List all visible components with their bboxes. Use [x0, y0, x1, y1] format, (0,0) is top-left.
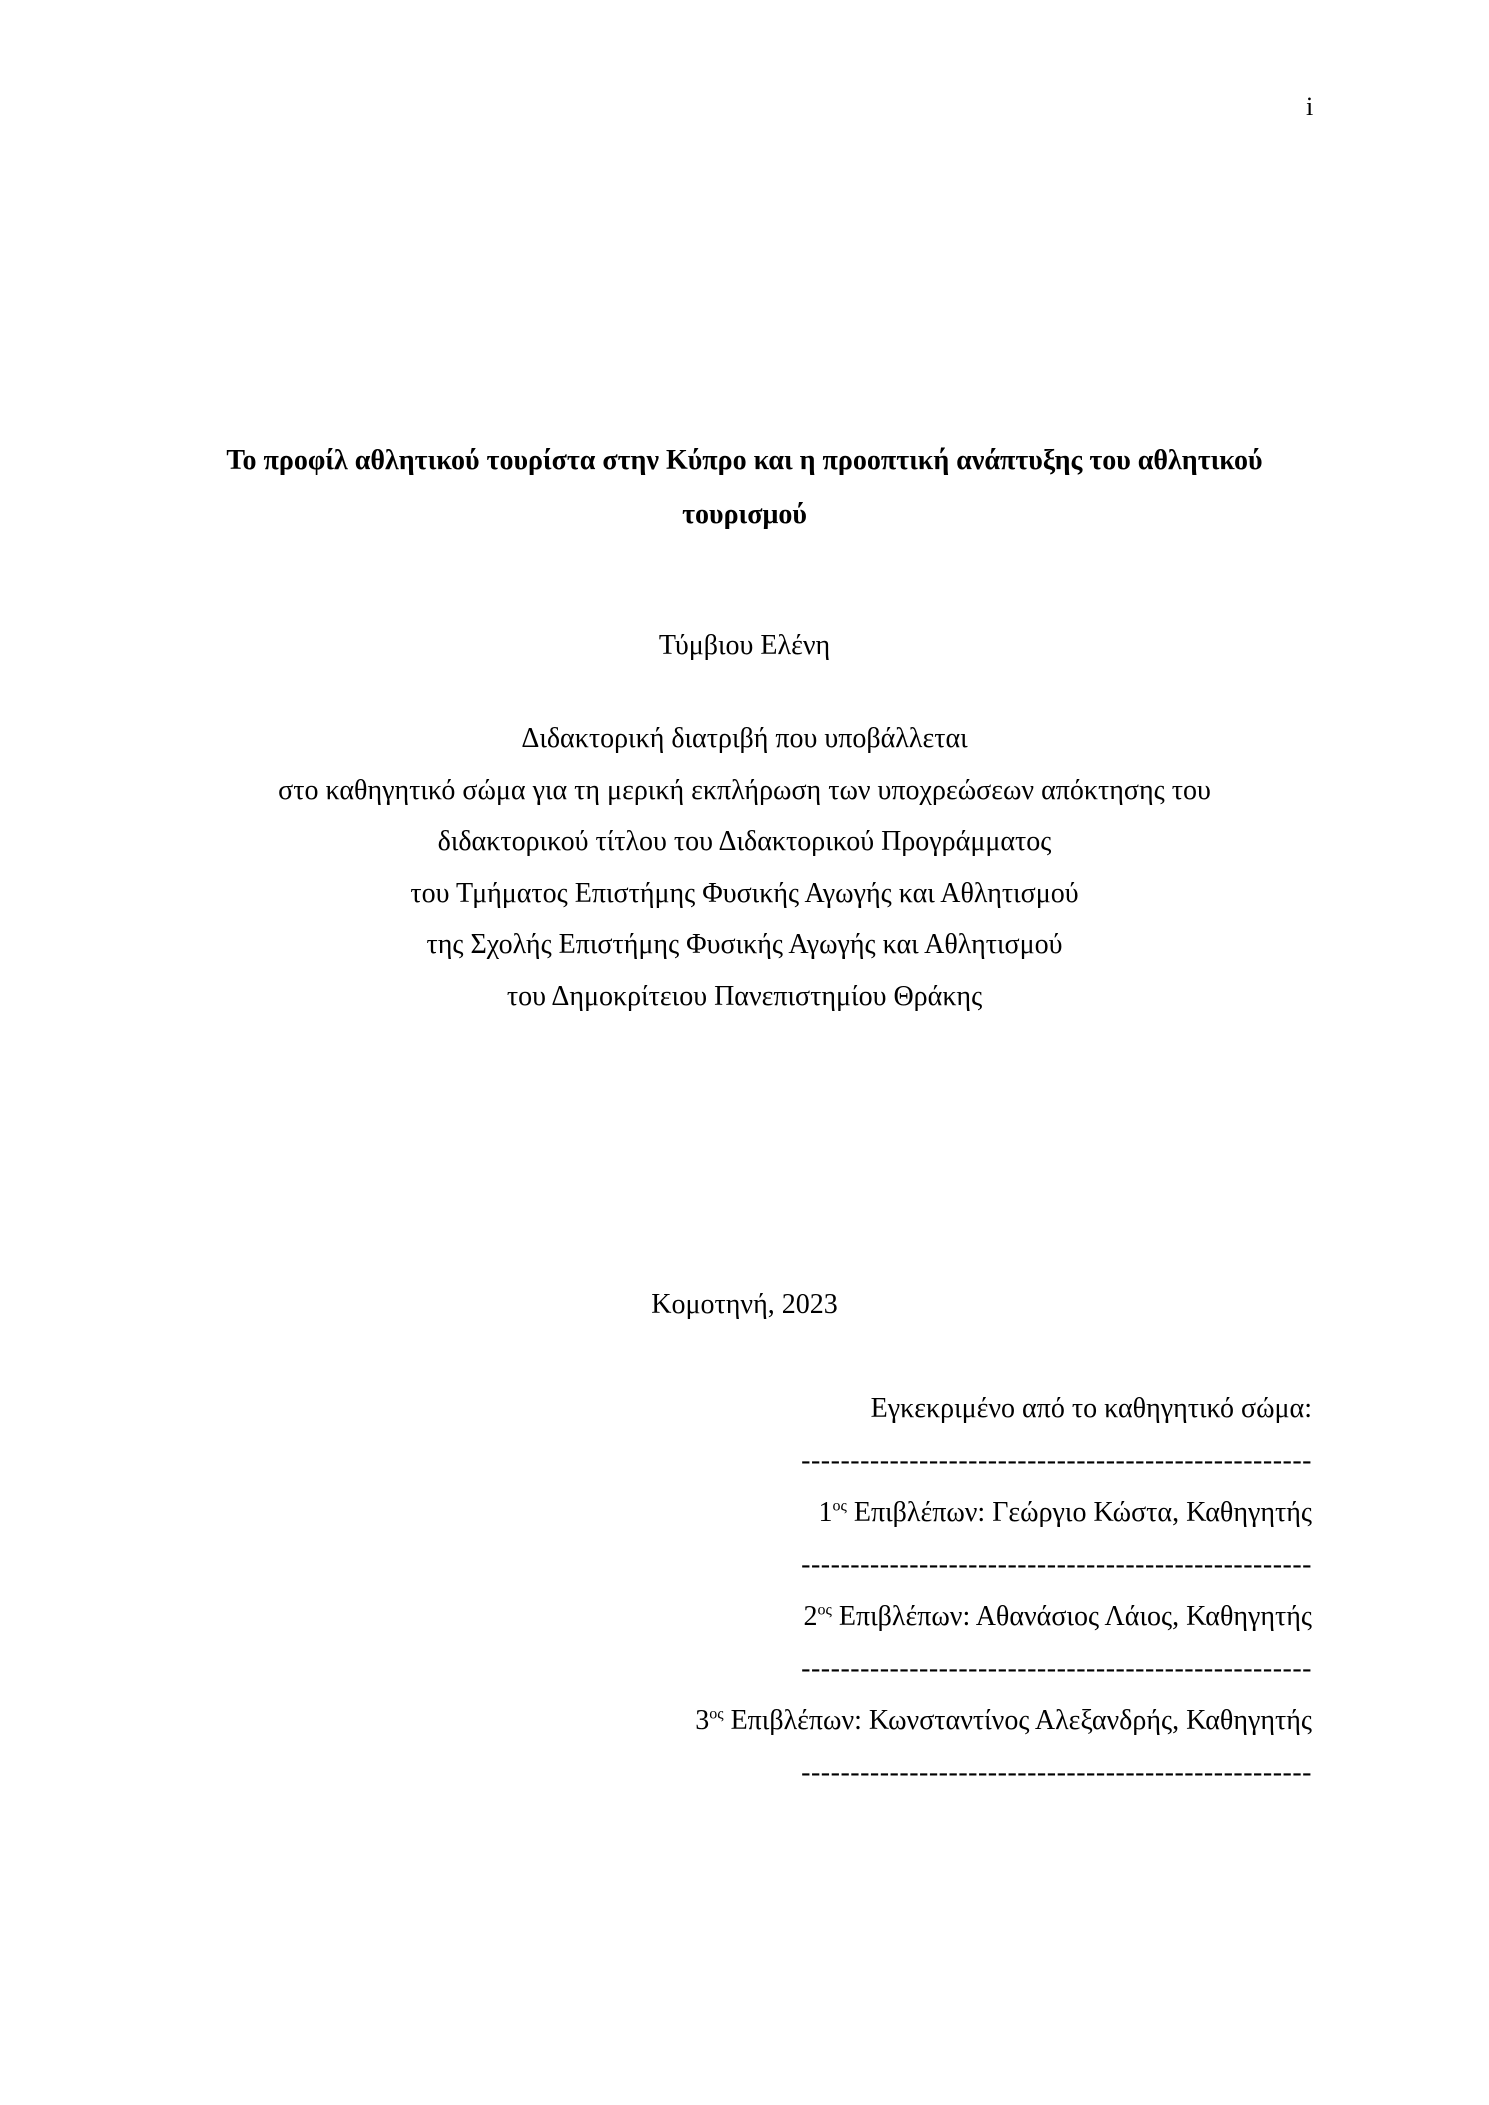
thesis-title-line-1: Το προφίλ αθλητικού τουρίστα στην Κύπρο και η προοπτική ανάπτυξης του αθλητικού	[226, 445, 1263, 476]
supervisor-2-ordinal: 2	[803, 1601, 818, 1632]
author-name: Τύμβιου Ελένη	[658, 630, 831, 661]
place-date: Κομοτηνή, 2023	[651, 1289, 838, 1320]
description-line-5: της Σχολής Επιστήμης Φυσικής Αγωγής και Αθλητισμού	[426, 929, 1063, 960]
supervisor-2-text: Επιβλέπων: Αθανάσιος Λάιος, Καθηγητής	[838, 1601, 1312, 1632]
page-number: i	[1306, 92, 1314, 121]
signature-line-1: ----------------------------------------------------	[801, 1445, 1312, 1476]
thesis-title	[150, 434, 1339, 542]
supervisor-1-text: Επιβλέπων: Γεώργιο Κώστα, Καθηγητής	[853, 1497, 1312, 1528]
signature-line-2: ----------------------------------------------------	[801, 1549, 1312, 1580]
supervisor-3	[695, 1695, 1312, 1747]
thesis-title-line-2: τουρισμού	[682, 499, 807, 530]
description-line-2: στο καθηγητικό σώμα για τη μερική εκπλήρωση των υποχρεώσεων απόκτησης του	[278, 774, 1211, 806]
supervisor-2	[695, 1591, 1312, 1643]
description-line-3: διδακτορικού τίτλου του Διδακτορικού Προγράμματος	[437, 826, 1052, 857]
supervisor-3-ordinal-suffix: ος	[709, 1705, 724, 1723]
signature-line-4: ----------------------------------------------------	[801, 1757, 1312, 1788]
description-line-1: Διδακτορική διατριβή που υποβάλλεται	[521, 723, 968, 754]
supervisor-3-text: Επιβλέπων: Κωνσταντίνος Αλεξανδρής, Καθηγητής	[730, 1705, 1312, 1736]
description-line-4: του Τμήματος Επιστήμης Φυσικής Αγωγής και Αθλητισμού	[410, 877, 1079, 909]
supervisor-1-ordinal: 1	[818, 1497, 833, 1528]
approval-block	[695, 1383, 1312, 1799]
signature-line-3: ----------------------------------------------------	[801, 1653, 1312, 1684]
supervisor-3-ordinal: 3	[695, 1705, 710, 1736]
supervisor-1-ordinal-suffix: ος	[832, 1497, 847, 1515]
description-line-6: του Δημοκρίτειου Πανεπιστημίου Θράκης	[506, 980, 983, 1012]
thesis-description	[150, 713, 1339, 1022]
supervisor-2-ordinal-suffix: ος	[817, 1601, 832, 1619]
supervisor-1	[695, 1487, 1312, 1539]
approval-heading: Εγκεκριμένο από το καθηγητικό σώμα:	[870, 1393, 1312, 1424]
